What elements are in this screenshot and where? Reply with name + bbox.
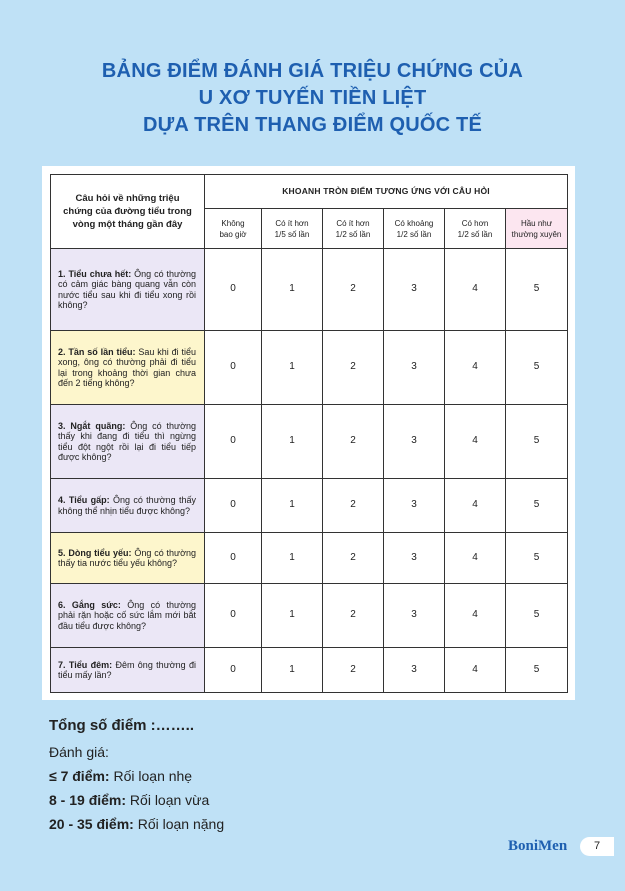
- score-cell[interactable]: 1: [262, 331, 323, 405]
- score-cell[interactable]: 2: [323, 249, 384, 331]
- page-title: [0, 58, 625, 139]
- question-cell: 3. Ngắt quãng: Ông có thường thấy khi đang đi tiểu thì ngừng tiểu đột ngột rồi lại đi tiểu tiếp được không?: [51, 405, 205, 479]
- question-cell: 4. Tiểu gấp: Ông có thường thấy không thể nhịn tiểu được không?: [51, 479, 205, 533]
- score-cell[interactable]: 4: [445, 533, 506, 584]
- page-number: 7: [580, 837, 614, 856]
- title-line-2: U XƠ TUYẾN TIỀN LIỆT: [198, 87, 427, 109]
- evaluation-level: ≤ 7 điểm: Rối loạn nhẹ: [49, 768, 193, 784]
- question-cell: 6. Gắng sức: Ông có thường phải rặn hoặc cố sức lắm mới bắt đầu tiểu được không?: [51, 584, 205, 648]
- option-header: Không bao giờ: [205, 209, 262, 249]
- table-row: [51, 249, 568, 331]
- score-cell[interactable]: 0: [205, 648, 262, 693]
- option-header: Hầu như thường xuyên: [506, 209, 568, 249]
- score-cell[interactable]: 5: [506, 648, 568, 693]
- table-row: [51, 584, 568, 648]
- table-row: [51, 405, 568, 479]
- score-cell[interactable]: 4: [445, 479, 506, 533]
- score-cell[interactable]: 5: [506, 249, 568, 331]
- options-group-header: KHOANH TRÒN ĐIỂM TƯƠNG ỨNG VỚI CÂU HỎI: [205, 175, 568, 209]
- score-cell[interactable]: 4: [445, 331, 506, 405]
- score-cell[interactable]: 5: [506, 533, 568, 584]
- score-cell[interactable]: 5: [506, 331, 568, 405]
- score-cell[interactable]: 2: [323, 479, 384, 533]
- question-cell: 5. Dòng tiểu yếu: Ông có thường thấy tia nước tiểu yếu không?: [51, 533, 205, 584]
- score-cell[interactable]: 2: [323, 584, 384, 648]
- question-column-header: Câu hỏi về những triệu chứng của đường tiểu trong vòng một tháng gần đây: [51, 175, 205, 249]
- score-cell[interactable]: 0: [205, 533, 262, 584]
- score-cell[interactable]: 4: [445, 249, 506, 331]
- score-cell[interactable]: 1: [262, 479, 323, 533]
- title-line-3: DỰA TRÊN THANG ĐIỂM QUỐC TẾ: [142, 114, 483, 136]
- score-cell[interactable]: 2: [323, 533, 384, 584]
- score-cell[interactable]: 0: [205, 249, 262, 331]
- score-cell[interactable]: 5: [506, 405, 568, 479]
- score-cell[interactable]: 1: [262, 584, 323, 648]
- score-table-panel: [42, 166, 575, 700]
- table-row: [51, 331, 568, 405]
- score-cell[interactable]: 3: [384, 584, 445, 648]
- score-cell[interactable]: 5: [506, 479, 568, 533]
- evaluation-level: 20 - 35 điểm: Rối loạn nặng: [49, 816, 225, 832]
- option-header: Có ít hơn 1/5 số lần: [262, 209, 323, 249]
- question-cell: 1. Tiểu chưa hết: Ông có thường có cảm giác bàng quang vẫn còn nước tiểu sau khi đi tiểu xong rồi không?: [51, 249, 205, 331]
- option-header: Có hơn 1/2 số lần: [445, 209, 506, 249]
- score-cell[interactable]: 1: [262, 648, 323, 693]
- question-cell: 7. Tiểu đêm: Đêm ông thường đi tiểu mấy lần?: [51, 648, 205, 693]
- option-header: Có khoảng 1/2 số lần: [384, 209, 445, 249]
- symptom-score-table: [50, 174, 568, 693]
- score-cell[interactable]: 3: [384, 479, 445, 533]
- brand-logo: BoniMen: [508, 838, 568, 854]
- table-row: [51, 648, 568, 693]
- evaluation-level: 8 - 19 điểm: Rối loạn vừa: [49, 792, 210, 808]
- score-cell[interactable]: 2: [323, 331, 384, 405]
- table-row: [51, 533, 568, 584]
- score-cell[interactable]: 3: [384, 249, 445, 331]
- score-cell[interactable]: 0: [205, 479, 262, 533]
- evaluation-label: Đánh giá:: [49, 744, 109, 760]
- score-cell[interactable]: 1: [262, 533, 323, 584]
- score-cell[interactable]: 4: [445, 648, 506, 693]
- score-cell[interactable]: 4: [445, 584, 506, 648]
- score-cell[interactable]: 4: [445, 405, 506, 479]
- question-cell: 2. Tần số lần tiểu: Sau khi đi tiểu xong, ông có thường phải đi tiểu lại trong khoảng thời gian chưa đến 2 tiếng không?: [51, 331, 205, 405]
- score-cell[interactable]: 1: [262, 249, 323, 331]
- score-cell[interactable]: 1: [262, 405, 323, 479]
- option-header: Có ít hơn 1/2 số lần: [323, 209, 384, 249]
- score-cell[interactable]: 3: [384, 405, 445, 479]
- table-row: [51, 479, 568, 533]
- total-score-label: Tổng số điểm :……..: [49, 717, 194, 734]
- score-cell[interactable]: 3: [384, 648, 445, 693]
- score-cell[interactable]: 2: [323, 648, 384, 693]
- score-cell[interactable]: 5: [506, 584, 568, 648]
- score-summary: [49, 714, 224, 836]
- score-cell[interactable]: 0: [205, 584, 262, 648]
- score-cell[interactable]: 3: [384, 533, 445, 584]
- score-cell[interactable]: 0: [205, 405, 262, 479]
- score-cell[interactable]: 0: [205, 331, 262, 405]
- title-line-1: BẢNG ĐIỂM ĐÁNH GIÁ TRIỆU CHỨNG CỦA: [101, 60, 524, 82]
- score-cell[interactable]: 3: [384, 331, 445, 405]
- score-cell[interactable]: 2: [323, 405, 384, 479]
